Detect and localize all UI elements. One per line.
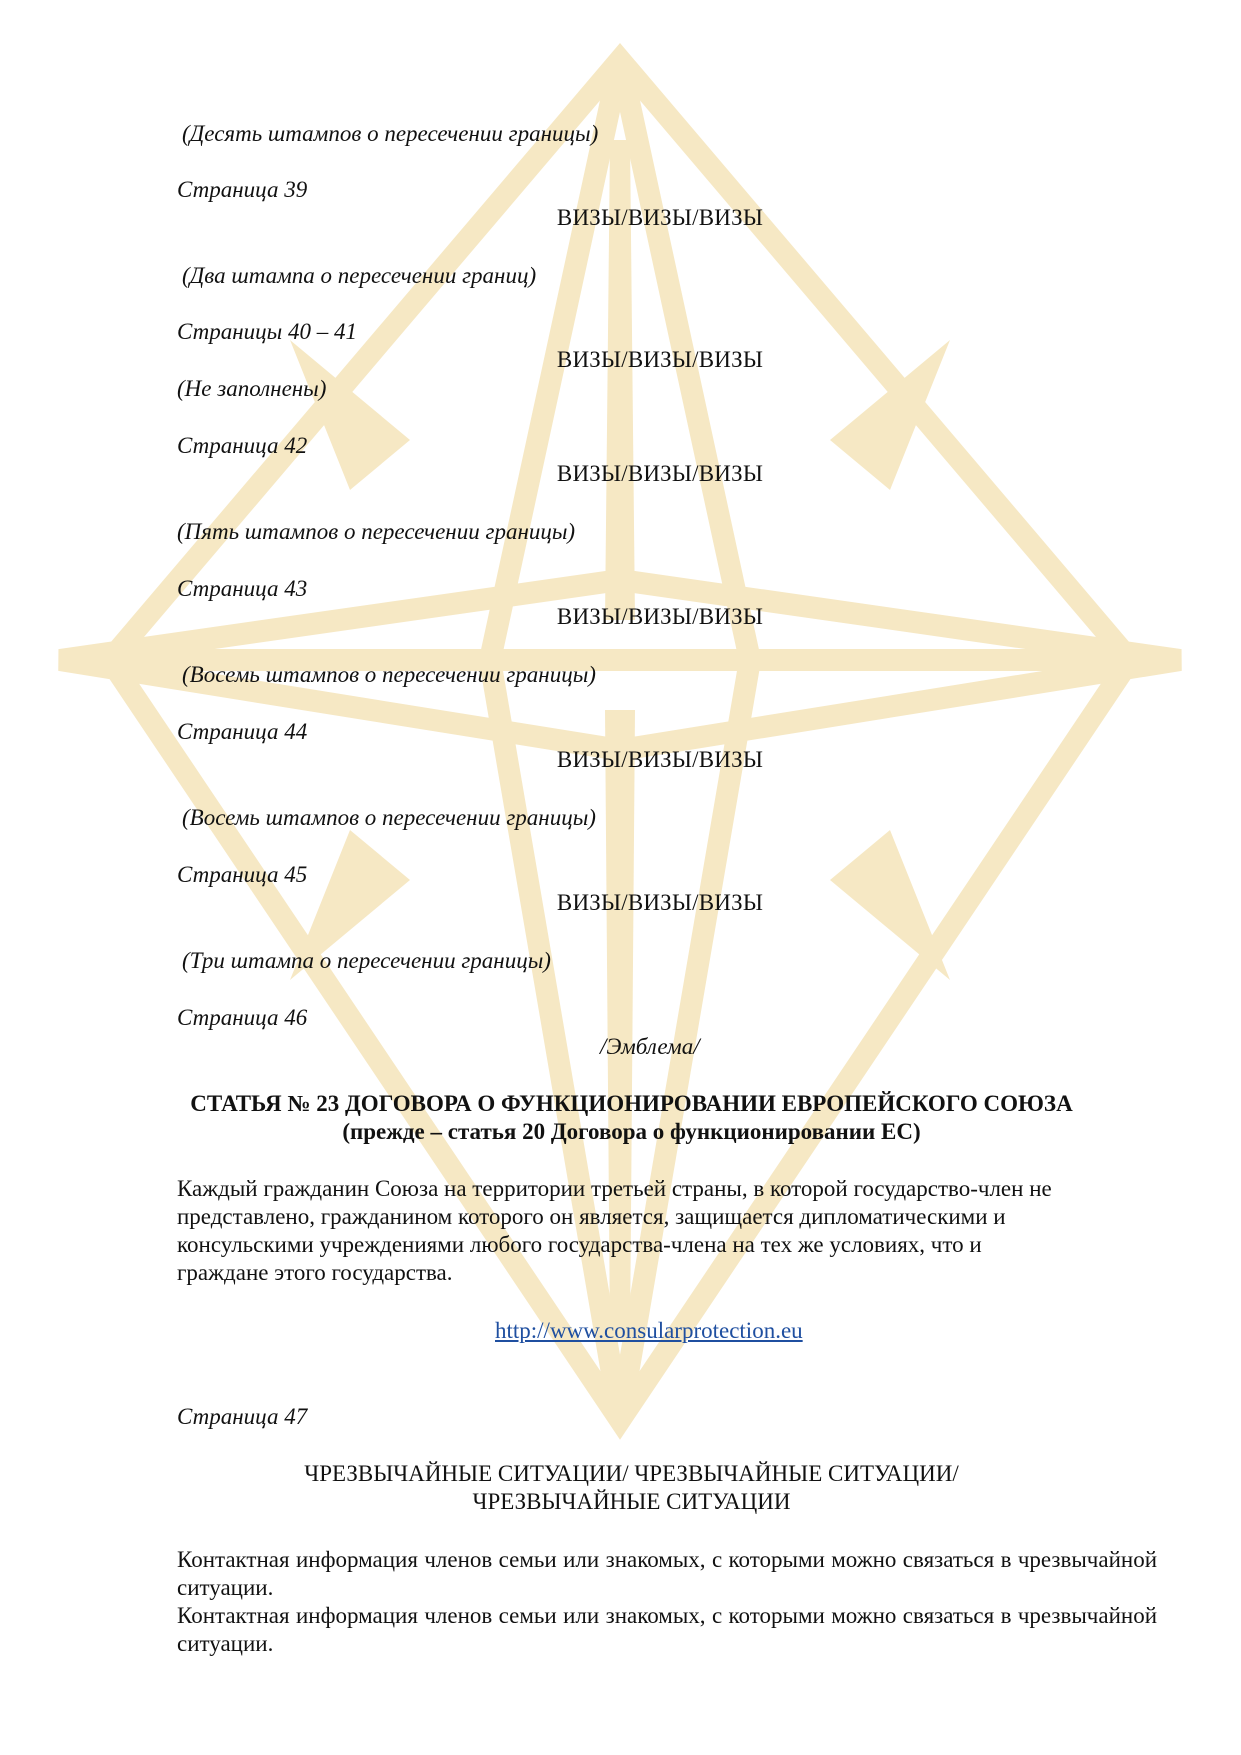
article-title: СТАТЬЯ № 23 ДОГОВОРА О ФУНКЦИОНИРОВАНИИ ЕВРОПЕЙСКОГО СОЮЗА xyxy=(190,1091,1073,1116)
emergency-title-line2: ЧРЕЗВЫЧАЙНЫЕ СИТУАЦИИ xyxy=(472,1489,791,1514)
visa-heading: ВИЗЫ/ВИЗЫ/ВИЗЫ xyxy=(556,890,764,915)
page-number: Страница 46 xyxy=(177,1005,308,1030)
article-body-line: граждане этого государства. xyxy=(177,1260,453,1285)
emergency-contact-info: Контактная информация членов семьи или знакомых, с которыми можно связаться в чрезвычайной ситуации. xyxy=(177,1603,1157,1656)
page-number: Страница 47 xyxy=(177,1404,308,1429)
emergency-contact-info: Контактная информация членов семьи или знакомых, с которыми можно связаться в чрезвычайной ситуации. xyxy=(177,1547,1157,1600)
stamp-note: (Два штампа о пересечении границ) xyxy=(182,263,537,288)
article-body-line: Каждый гражданин Союза на территории третьей страны, в которой государство-член не xyxy=(177,1176,1052,1201)
stamp-note: (Три штампа о пересечении границы) xyxy=(182,948,551,973)
article-subtitle: (прежде – статья 20 Договора о функционировании ЕС) xyxy=(342,1119,921,1144)
article-body-line: представлено, гражданином которого он является, защищается дипломатическими и xyxy=(177,1204,1006,1229)
visa-heading: ВИЗЫ/ВИЗЫ/ВИЗЫ xyxy=(556,347,764,372)
emergency-title: ЧРЕЗВЫЧАЙНЫЕ СИТУАЦИИ/ ЧРЕЗВЫЧАЙНЫЕ СИТУАЦИИ/ xyxy=(304,1461,959,1486)
visa-heading: ВИЗЫ/ВИЗЫ/ВИЗЫ xyxy=(556,205,764,230)
stamp-note: (Не заполнены) xyxy=(177,376,327,401)
page-number: Страница 43 xyxy=(177,576,308,601)
visa-heading: ВИЗЫ/ВИЗЫ/ВИЗЫ xyxy=(556,461,764,486)
visa-heading: ВИЗЫ/ВИЗЫ/ВИЗЫ xyxy=(556,747,764,772)
stamp-note: (Восемь штампов о пересечении границы) xyxy=(182,805,596,830)
stamp-note: (Десять штампов о пересечении границы) xyxy=(182,121,599,146)
page-number: Страница 42 xyxy=(177,433,308,458)
page-number: Страницы 40 – 41 xyxy=(177,319,358,344)
stamp-note: (Пять штампов о пересечении границы) xyxy=(177,519,576,544)
page-number: Страница 39 xyxy=(177,177,308,202)
stamp-note: (Восемь штампов о пересечении границы) xyxy=(182,662,596,687)
emblem-caption: /Эмблема/ xyxy=(600,1034,700,1059)
article-body-line: консульскими учреждениями любого государства-члена на тех же условиях, что и xyxy=(177,1232,982,1257)
visa-heading: ВИЗЫ/ВИЗЫ/ВИЗЫ xyxy=(556,604,764,629)
page-number: Страница 45 xyxy=(177,862,308,887)
consular-protection-link[interactable]: http://www.consularprotection.eu xyxy=(495,1318,803,1343)
page-number: Страница 44 xyxy=(177,719,308,744)
